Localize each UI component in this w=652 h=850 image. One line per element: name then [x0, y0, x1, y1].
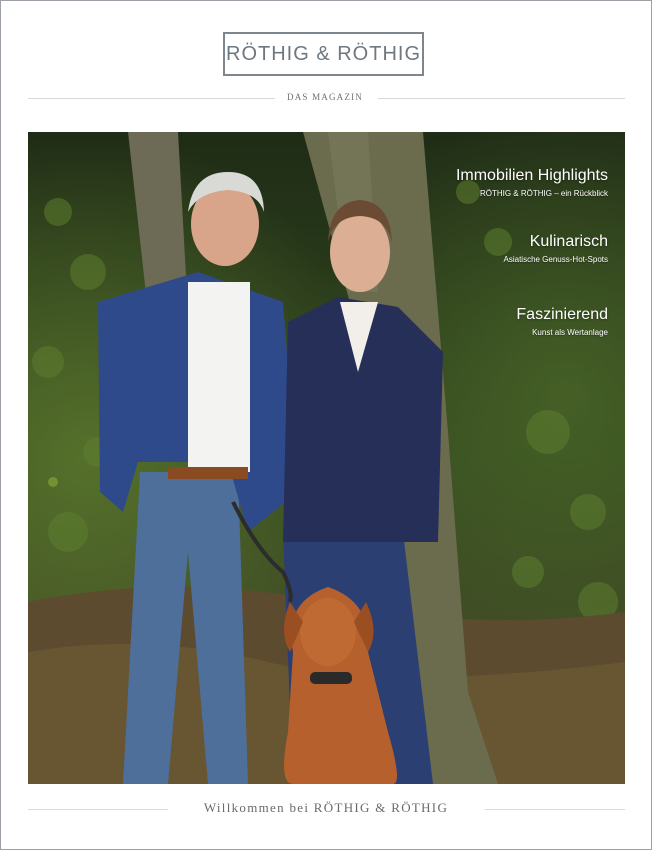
headline-subtitle: Kunst als Wertanlage [532, 328, 608, 337]
header-rule-left [28, 98, 275, 99]
header-rule-right [378, 98, 625, 99]
headline-immobilien [456, 166, 608, 200]
brand-logo [223, 32, 424, 76]
welcome-footer: Willkommen bei RÖTHIG & RÖTHIG [203, 800, 449, 815]
headline-kulinarisch [504, 232, 609, 266]
headline-subtitle: RÖTHIG & RÖTHIG – ein Rückblick [479, 189, 608, 198]
headline-faszinierend [516, 305, 608, 339]
headline-title: Kulinarisch [529, 233, 608, 250]
footer-rule-left [28, 809, 168, 810]
headline-title: Immobilien Highlights [455, 167, 608, 184]
cover-photo [28, 132, 625, 784]
magazine-subtitle: DAS MAGAZIN [287, 92, 363, 102]
headline-title: Faszinierend [516, 306, 608, 323]
brand-logo-text: RÖTHIG & RÖTHIG [226, 42, 421, 65]
headline-subtitle: Asiatische Genuss-Hot-Spots [503, 255, 608, 264]
footer-rule-right [485, 809, 625, 810]
